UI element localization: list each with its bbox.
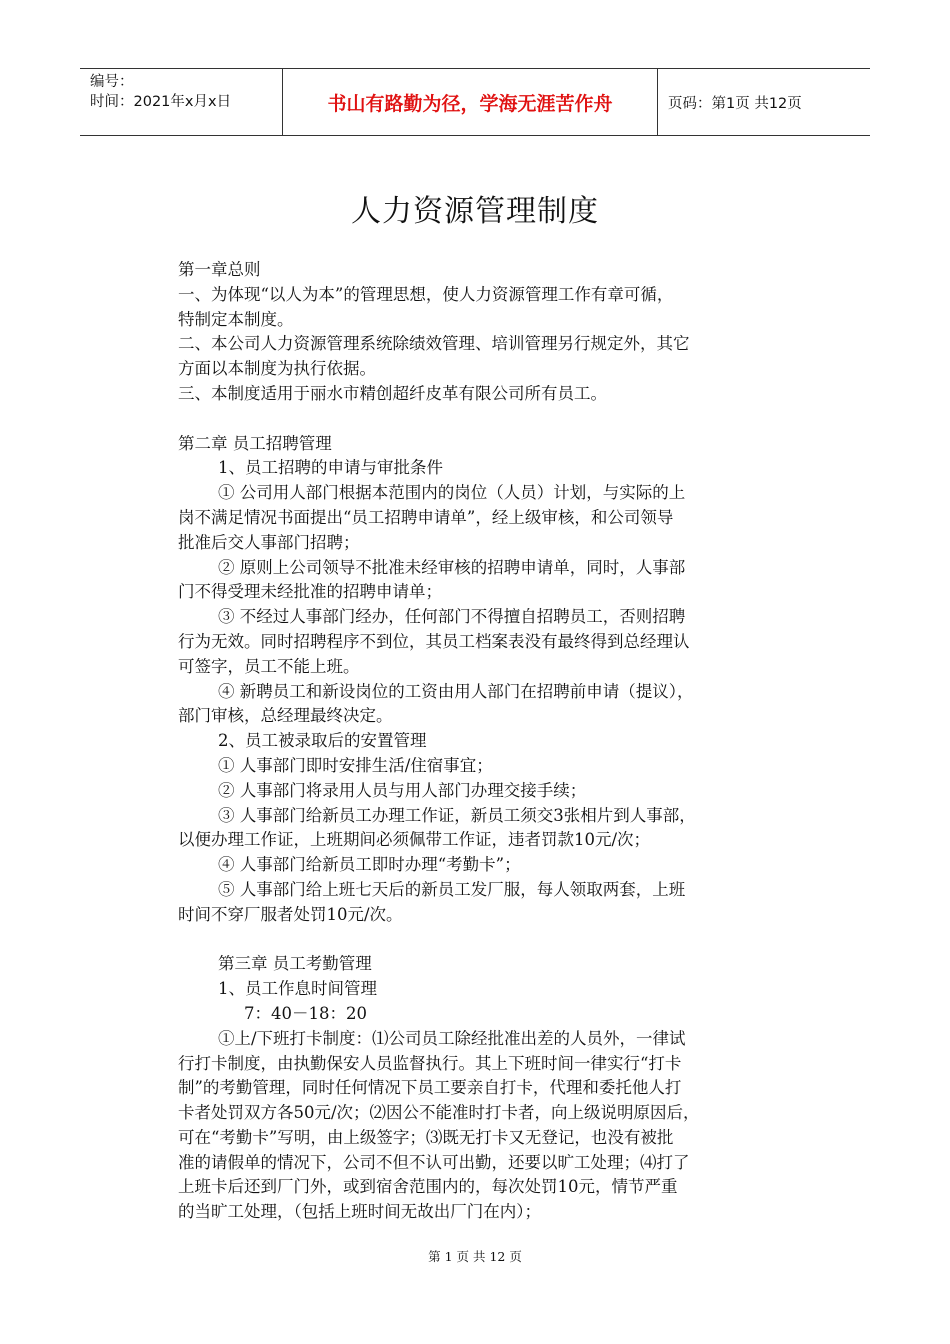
page-header <box>80 68 870 136</box>
body-line: 行为无效。同时招聘程序不到位，其员工档案表没有最终得到总经理认 <box>178 631 690 651</box>
paragraph-gap <box>178 928 778 953</box>
body-line: 二、本公司人力资源管理系统除绩效管理、培训管理另行规定外，其它 <box>178 334 690 354</box>
body-line: 以便办理工作证，上班期间必须佩带工作证，违者罚款10元/次； <box>178 830 651 850</box>
body-line: 准的请假单的情况下，公司不但不认可出勤，还要以旷工处理；⑷打了 <box>178 1152 690 1172</box>
body-line: ④ 人事部门给新员工即时办理“考勤卡”； <box>218 855 521 875</box>
page-footer: 第 1 页 共 12 页 <box>428 1249 522 1264</box>
body-line: ①上/下班打卡制度：⑴公司员工除经批准出差的人员外，一律试 <box>218 1028 686 1048</box>
body-line: 制”的考勤管理，同时任何情况下员工要亲自打卡，代理和委托他人打 <box>178 1078 682 1098</box>
body-line: ① 公司用人部门根据本范围内的岗位（人员）计划，与实际的上 <box>218 483 686 503</box>
body-line: ③ 不经过人事部门经办，任何部门不得擅自招聘员工，否则招聘 <box>218 607 686 627</box>
body-line: 行打卡制度，由执勤保安人员监督执行。其上下班时间一律实行“打卡 <box>178 1053 682 1073</box>
body-line: 时间不穿厂服者处罚10元/次。 <box>178 904 403 924</box>
body-line: 门不得受理未经批准的招聘申请单； <box>178 582 442 602</box>
body-line: 方面以本制度为执行依据。 <box>178 359 376 379</box>
section-heading: 2、员工被录取后的安置管理 <box>218 731 427 751</box>
section-heading: 1、员工作息时间管理 <box>218 979 377 999</box>
body-line: 岗不满足情况书面提出“员工招聘申请单”，经上级审核，和公司领导 <box>178 507 674 527</box>
doc-number-label: 编号： <box>90 74 134 90</box>
document-body <box>178 258 778 1225</box>
body-line: ① 人事部门即时安排生活/住宿事宜； <box>218 755 493 775</box>
header-page-info: 页码：第1页 共12页 <box>668 95 802 112</box>
body-line: ② 人事部门将录用人员与用人部门办理交接手续； <box>218 780 587 800</box>
doc-date-label: 时间：2021年x月x日 <box>90 94 232 110</box>
body-line: ④ 新聘员工和新设岗位的工资由用人部门在招聘前申请（提议）， <box>218 681 694 701</box>
document-title: 人力资源管理制度 <box>351 194 599 229</box>
section-heading: 1、员工招聘的申请与审批条件 <box>218 458 443 478</box>
chapter-heading: 第三章 员工考勤管理 <box>218 954 372 974</box>
body-line: ③ 人事部门给新员工办理工作证，新员工须交3张相片到人事部， <box>218 805 696 825</box>
body-line: ② 原则上公司领导不批准未经审核的招聘申请单，同时，人事部 <box>218 557 686 577</box>
body-line: 上班卡后还到厂门外，或到宿舍范围内的，每次处罚10元，情节严重 <box>178 1177 678 1197</box>
chapter-heading: 第二章 员工招聘管理 <box>178 433 332 453</box>
chapter-heading: 第一章总则 <box>178 260 261 279</box>
work-hours: 7：40－18：20 <box>244 1003 367 1023</box>
body-line: 卡者处罚双方各50元/次；⑵因公不能准时打卡者，向上级说明原因后， <box>178 1103 700 1123</box>
header-motto: 书山有路勤为径，学海无涯苦作舟 <box>283 69 658 135</box>
body-line: ⑤ 人事部门给上班七天后的新员工发厂服，每人领取两套，上班 <box>218 879 686 899</box>
body-line: 特制定本制度。 <box>178 309 294 329</box>
header-meta <box>80 69 283 135</box>
body-line: 三、本制度适用于丽水市精创超纤皮革有限公司所有员工。 <box>178 383 607 403</box>
body-line: 可签字，员工不能上班。 <box>178 656 360 676</box>
body-line: 可在“考勤卡”写明，由上级签字；⑶既无打卡又无登记，也没有被批 <box>178 1127 674 1147</box>
paragraph-gap <box>178 407 778 432</box>
body-line: 的当旷工处理，（包括上班时间无故出厂门在内）； <box>178 1202 541 1222</box>
body-line: 一、为体现“以人为本”的管理思想，使人力资源管理工作有章可循， <box>178 284 674 304</box>
body-line: 批准后交人事部门招聘； <box>178 532 360 552</box>
body-line: 部门审核，总经理最终决定。 <box>178 706 393 726</box>
